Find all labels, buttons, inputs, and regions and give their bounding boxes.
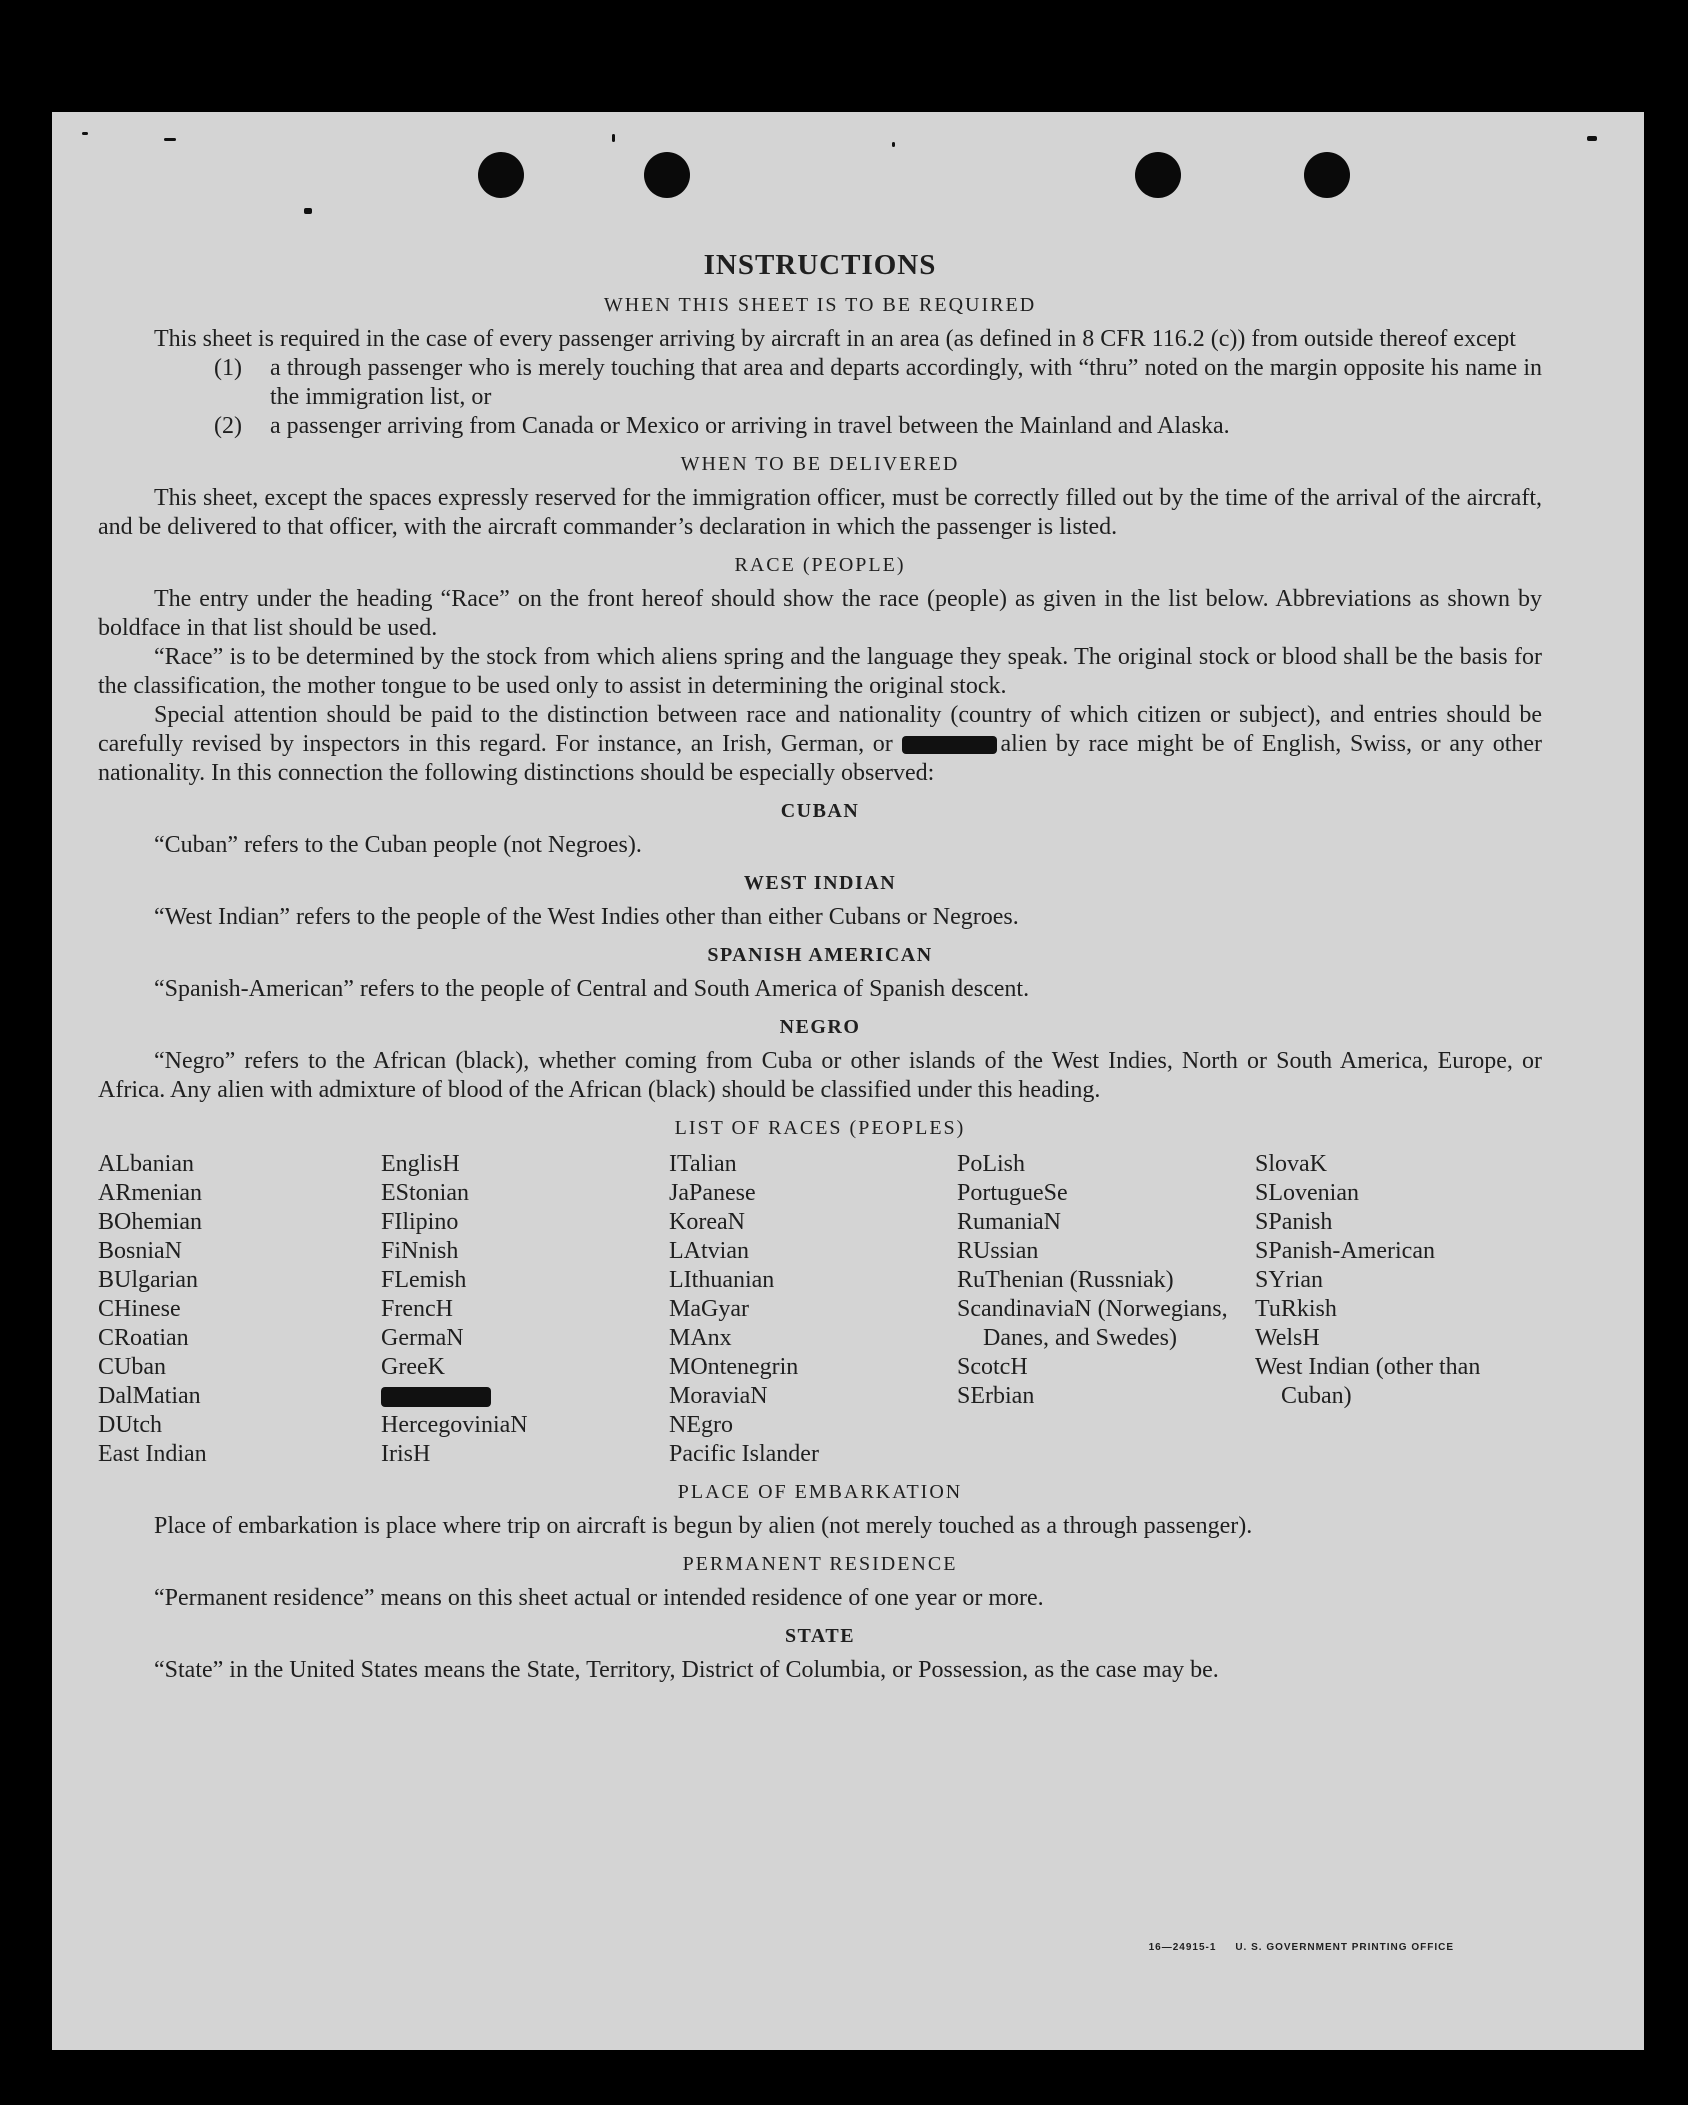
race-entry: FrencH <box>381 1296 453 1322</box>
race-entry: BOhemian <box>98 1209 202 1235</box>
exception-text: a through passenger who is merely touching that area and departs accordingly, with “thru” noted on the margin opposite his name in the immigration list, or <box>270 355 1542 410</box>
race-column-3 <box>669 1150 957 1469</box>
race-entry: SPanish <box>1255 1209 1333 1235</box>
race-entry: SYrian <box>1255 1267 1323 1293</box>
race-entry: SPanish-American <box>1255 1238 1435 1264</box>
race-entry: EStonian <box>381 1180 469 1206</box>
race-list <box>98 1150 1542 1469</box>
race-entry: MaGyar <box>669 1296 749 1322</box>
race-column-5 <box>1255 1150 1515 1469</box>
race-entry: SErbian <box>957 1383 1035 1409</box>
race-entry: Pacific Islander <box>669 1441 819 1467</box>
punch-hole <box>1304 152 1350 198</box>
race-entry: ITalian <box>669 1151 737 1177</box>
section-heading-negro: NEGRO <box>779 1016 861 1038</box>
race-column-4 <box>957 1150 1255 1469</box>
race-column-1 <box>98 1150 381 1469</box>
race-entry: MoraviaN <box>669 1383 768 1409</box>
section-heading-race: RACE (PEOPLE) <box>734 554 906 576</box>
race-entry: East Indian <box>98 1441 207 1467</box>
race-paragraph-1: The entry under the heading “Race” on the front hereof should show the race (people) as given in the list below. Abbreviations as shown by boldface in that list should be used. <box>98 586 1542 641</box>
spanish-american-text: “Spanish-American” refers to the people of Central and South America of Spanish descent. <box>154 976 1030 1002</box>
section-heading-embarkation: PLACE OF EMBARKATION <box>677 1481 963 1503</box>
race-entry: West Indian (other than Cuban) <box>1255 1354 1481 1409</box>
race-entry: SLovenian <box>1255 1180 1359 1206</box>
race-entry: ARmenian <box>98 1180 202 1206</box>
when-required-intro: This sheet is required in the case of every passenger arriving by aircraft in an area (as defined in 8 CFR 116.2 (c)) from outside thereof except <box>154 326 1516 352</box>
document-sheet <box>52 112 1644 2050</box>
race-entry: FiNnish <box>381 1238 459 1264</box>
race-entry-redacted <box>381 1382 669 1411</box>
race-entry: RUssian <box>957 1238 1039 1264</box>
race-entry: RuThenian (Russniak) <box>957 1267 1174 1293</box>
page-title: INSTRUCTIONS <box>703 249 937 281</box>
negro-text: “Negro” refers to the African (black), whether coming from Cuba or other islands of the West Indies, North or South America, Europe, or Africa. Any alien with admixture of blood of the African (black) should be classified under this heading. <box>98 1048 1542 1103</box>
race-entry: CRoatian <box>98 1325 189 1351</box>
race-entry: BUlgarian <box>98 1267 198 1293</box>
section-heading-when-required: WHEN THIS SHEET IS TO BE REQUIRED <box>603 294 1037 316</box>
section-heading-west-indian: WEST INDIAN <box>743 872 897 894</box>
race-entry: LAtvian <box>669 1238 749 1264</box>
race-entry: PoLish <box>957 1151 1026 1177</box>
race-entry: FLemish <box>381 1267 467 1293</box>
race-entry: NEgro <box>669 1412 733 1438</box>
exception-number: (2) <box>214 413 242 439</box>
printer-credit: U. S. GOVERNMENT PRINTING OFFICE <box>1235 1942 1454 1953</box>
race-entry: ScandinaviaN (Norwegians, Danes, and Swedes) <box>957 1296 1228 1351</box>
race-entry: ALbanian <box>98 1151 194 1177</box>
cuban-text: “Cuban” refers to the Cuban people (not Negroes). <box>154 832 642 858</box>
exception-item <box>214 354 1542 412</box>
section-heading-residence: PERMANENT RESIDENCE <box>682 1553 958 1575</box>
west-indian-text: “West Indian” refers to the people of the West Indies other than either Cubans or Negroes. <box>154 904 1019 930</box>
race-entry: FIlipino <box>381 1209 459 1235</box>
state-text: “State” in the United States means the State, Territory, District of Columbia, or Possession, as the case may be. <box>154 1657 1219 1683</box>
race-entry: MAnx <box>669 1325 732 1351</box>
residence-text: “Permanent residence” means on this sheet actual or intended residence of one year or more. <box>154 1585 1044 1611</box>
race-entry: SlovaK <box>1255 1151 1327 1177</box>
race-paragraph-3 <box>98 701 1542 788</box>
exception-text: a passenger arriving from Canada or Mexico or arriving in travel between the Mainland and Alaska. <box>270 413 1230 439</box>
race-entry: PortugueSe <box>957 1180 1068 1206</box>
instructions-content <box>98 249 1542 1685</box>
race-entry: CHinese <box>98 1296 181 1322</box>
race-entry: IrisH <box>381 1441 431 1467</box>
print-footer <box>1149 1942 1454 1953</box>
form-number: 16—24915-1 <box>1148 1942 1217 1953</box>
redaction-mark <box>381 1387 491 1407</box>
punch-hole <box>644 152 690 198</box>
race-paragraph-3-start: Special attention should be paid to the distinction between race and nationality (country of which citizen or subject), and entries should be carefully revised by inspectors in this regard. For instance, an Irish, German, or <box>98 702 1542 757</box>
race-entry: TuRkish <box>1255 1296 1337 1322</box>
race-entry: HercegoviniaN <box>381 1412 528 1438</box>
race-entry: GermaN <box>381 1325 464 1351</box>
race-entry: DalMatian <box>98 1383 201 1409</box>
race-entry: EnglisH <box>381 1151 460 1177</box>
section-heading-list-of-races: LIST OF RACES (PEOPLES) <box>674 1117 966 1139</box>
race-entry: MOntenegrin <box>669 1354 799 1380</box>
embarkation-text: Place of embarkation is place where trip on aircraft is begun by alien (not merely touched as a through passenger). <box>154 1513 1253 1539</box>
race-entry: LIthuanian <box>669 1267 775 1293</box>
section-heading-when-delivered: WHEN TO BE DELIVERED <box>680 453 960 475</box>
exception-number: (1) <box>214 355 242 381</box>
race-entry: ScotcH <box>957 1354 1028 1380</box>
section-heading-spanish-american: SPANISH AMERICAN <box>707 944 933 966</box>
race-paragraph-3-end: alien by race might be of English, Swiss, or any other nationality. In this connection the following distinctions should be especially observed: <box>98 731 1543 786</box>
punch-hole <box>1135 152 1181 198</box>
race-entry: CUban <box>98 1354 166 1380</box>
redaction-mark <box>902 736 997 754</box>
race-entry: DUtch <box>98 1412 162 1438</box>
when-delivered-text: This sheet, except the spaces expressly reserved for the immigration officer, must be correctly filled out by the time of the arrival of the aircraft, and be delivered to that officer, with the aircraft commander’s declaration in which the passenger is listed. <box>98 485 1542 540</box>
race-entry: JaPanese <box>669 1180 756 1206</box>
section-heading-state: STATE <box>784 1625 856 1647</box>
race-entry: KoreaN <box>669 1209 745 1235</box>
punch-hole <box>478 152 524 198</box>
race-entry: BosniaN <box>98 1238 182 1264</box>
exception-item <box>214 412 1542 441</box>
section-heading-cuban: CUBAN <box>780 800 860 822</box>
race-entry: WelsH <box>1255 1325 1320 1351</box>
race-entry: GreeK <box>381 1354 445 1380</box>
race-column-2 <box>381 1150 669 1469</box>
race-paragraph-2: “Race” is to be determined by the stock from which aliens spring and the language they speak. The original stock or blood shall be the basis for the classification, the mother tongue to be used only to assist in determining the original stock. <box>98 644 1542 699</box>
race-entry: RumaniaN <box>957 1209 1061 1235</box>
